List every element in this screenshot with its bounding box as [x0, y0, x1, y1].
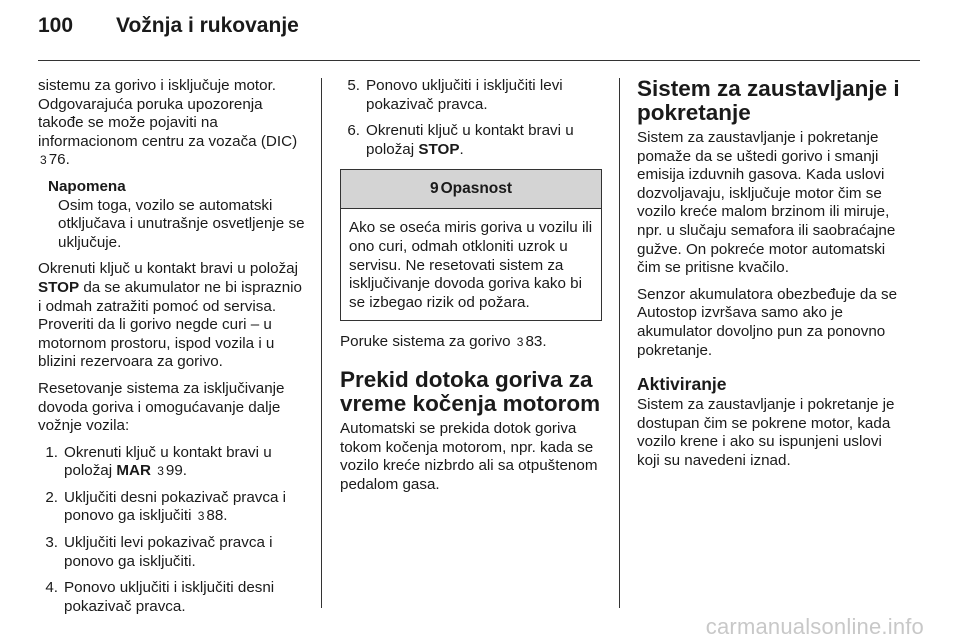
danger-text: Ako se oseća miris goriva u vozilu ili ono curi, odmah otkloniti uzrok u servisu. Ne resetovati sistem za isključivanje dovoda goriva kako bi se izbegao rizik od požara.: [349, 219, 593, 311]
step-text: Uključiti levi pokazivač pravca i ponovo ga isključiti.: [64, 534, 273, 570]
page-ref-icon: 3: [157, 464, 164, 479]
step-number: 3.: [45, 534, 58, 552]
section-heading: Prekid dotoka goriva za vreme kočenja motorom: [340, 366, 601, 416]
list-item: [340, 77, 602, 114]
page-number: 100: [38, 14, 74, 37]
watermark: carmanualsonline.info: [705, 614, 924, 639]
section-heading: Sistem za zaustavljanje i pokretanje: [637, 76, 900, 125]
step-text: Ponovo uključiti i isključiti levi pokazivač pravca.: [366, 77, 563, 113]
page-ref-icon: 3: [516, 335, 524, 350]
list-item: [38, 489, 306, 526]
page-ref-icon: 3: [40, 153, 47, 168]
p2-text-a: Okrenuti ključ u kontakt bravi u položaj: [38, 260, 299, 278]
warning-triangle-icon: 9: [429, 180, 439, 198]
step-number: 1.: [45, 443, 58, 461]
column-1: [38, 77, 306, 624]
list-item: [38, 444, 306, 481]
reset-steps-list-continued: [340, 77, 602, 159]
list-item: [38, 579, 306, 616]
subheading: Aktiviranje: [637, 374, 727, 395]
stop-label: STOP: [418, 140, 460, 158]
danger-box: [340, 169, 602, 321]
page-header: [38, 14, 299, 44]
danger-title: Opasnost: [440, 180, 513, 198]
section-body: Automatski se prekida dotok goriva tokom kočenja motorom, npr. kada se vozilo kreće nizbrdo ali sa otpuštenom pedalom gasa.: [340, 419, 598, 493]
page-ref-icon: 3: [197, 509, 205, 524]
turn-key-paragraph: [38, 260, 306, 372]
reset-steps-list: [38, 444, 306, 617]
stop-start-intro: Sistem za zaustavljanje i pokretanje pomaže da se uštedi gorivo i smanji emisija izduvnih gasova. Kada uslovi dozvoljavaju, isključuje motor čim se vozilo kreće malom brzinom ili miruje, npr. u slučaju semafora ili saobraćajne gužve. On pokreće motor automatski čim se pritisne kvačilo.: [637, 129, 896, 277]
fuel-messages-ref: Poruke sistema za gorivo 3 83.: [340, 333, 547, 351]
step-number: 5.: [347, 77, 360, 94]
step-number: 2.: [45, 488, 58, 506]
column-2: [340, 77, 602, 502]
list-item: [340, 122, 602, 159]
intro-text: sistemu za gorivo i isključuje motor. Odgovarajuća poruka upozorenja takođe se može pojaviti na informacionom centru za vozača (DIC): [38, 77, 298, 150]
step-number: 6.: [347, 122, 360, 140]
step-number: 4.: [45, 579, 58, 597]
header-rule: [38, 60, 920, 61]
intro-paragraph: [38, 77, 306, 170]
activation-paragraph: Sistem za zaustavljanje i pokretanje je dostupan čim se pokrene motor, kada vozilo krene i ako su ispunjeni uslovi koji su navedeni iznad.: [637, 396, 895, 469]
stop-label: STOP: [38, 278, 80, 296]
mar-label: MAR: [116, 462, 151, 480]
intro-ref: 76.: [48, 151, 70, 169]
reset-intro: Resetovanje sistema za isključivanje dovoda goriva i omogućavanje dalje vožnje vozila:: [38, 379, 285, 435]
note-title: Napomena: [48, 177, 126, 195]
column-divider-2: [619, 78, 620, 608]
step-text: Uključiti desni pokazivač pravca i ponovo ga isključiti 3 88.: [64, 488, 286, 525]
page-title: Vožnja i rukovanje: [116, 14, 299, 37]
step-text: Okrenuti ključ u kontakt bravi u položaj STOP.: [366, 122, 574, 158]
p2-text-b: da se akumulator ne bi ispraznio i odmah zatražiti pomoć od servisa. Proveriti da li gorivo negde curi – u motornom prostoru, ispod vozila i u blizini rezervoara za gorivo.: [38, 278, 302, 371]
note-text: Osim toga, vozilo se automatski otključava i unutrašnje osvetljenje se uključuje.: [58, 196, 305, 251]
list-item: [38, 534, 306, 571]
battery-sensor-paragraph: Senzor akumulatora obezbeđuje da se Autostop izvršava samo ako je akumulator dovoljno pun za ponovno pokretanje.: [637, 285, 898, 359]
step-text: Okrenuti ključ u kontakt bravi u položaj MAR 3 99.: [64, 443, 272, 480]
column-divider-1: [321, 78, 322, 608]
danger-header: [341, 170, 601, 209]
column-3: [637, 77, 905, 479]
note-box: [38, 178, 306, 252]
step-text: Ponovo uključiti i isključiti desni pokazivač pravca.: [64, 579, 275, 615]
